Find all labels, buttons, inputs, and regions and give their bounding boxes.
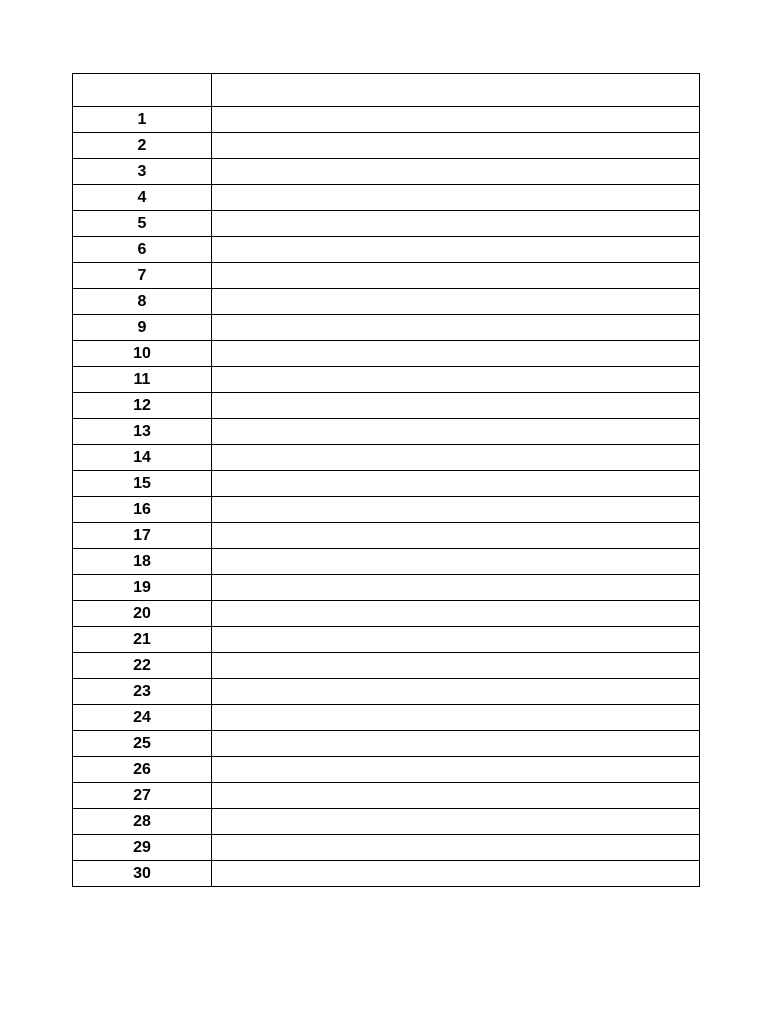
table-row <box>73 419 700 445</box>
row-entry-cell <box>212 211 700 237</box>
table-row <box>73 627 700 653</box>
row-number-cell: 28 <box>73 809 212 835</box>
row-number-cell: 11 <box>73 367 212 393</box>
row-entry-cell <box>212 497 700 523</box>
row-number-cell: 16 <box>73 497 212 523</box>
row-entry-cell <box>212 783 700 809</box>
row-number-cell: 20 <box>73 601 212 627</box>
row-number-cell: 21 <box>73 627 212 653</box>
row-number-cell: 14 <box>73 445 212 471</box>
row-entry-cell <box>212 237 700 263</box>
row-entry-cell <box>212 809 700 835</box>
row-entry-cell <box>212 861 700 887</box>
row-entry-cell <box>212 601 700 627</box>
table-row <box>73 757 700 783</box>
row-entry-cell <box>212 393 700 419</box>
row-entry-cell <box>212 835 700 861</box>
row-entry-cell <box>212 757 700 783</box>
table-row <box>73 445 700 471</box>
table-row <box>73 237 700 263</box>
row-number-cell: 17 <box>73 523 212 549</box>
row-number-cell: 25 <box>73 731 212 757</box>
row-number-cell: 24 <box>73 705 212 731</box>
table-row <box>73 263 700 289</box>
row-entry-cell <box>212 263 700 289</box>
table-row <box>73 809 700 835</box>
table-row <box>73 549 700 575</box>
row-entry-cell <box>212 159 700 185</box>
row-number-cell: 26 <box>73 757 212 783</box>
table-row <box>73 679 700 705</box>
row-number-cell: 4 <box>73 185 212 211</box>
table-row <box>73 185 700 211</box>
table-row <box>73 159 700 185</box>
table-row <box>73 575 700 601</box>
table-row <box>73 705 700 731</box>
numbered-table <box>72 73 700 887</box>
row-entry-cell <box>212 731 700 757</box>
row-entry-cell <box>212 341 700 367</box>
row-number-cell: 9 <box>73 315 212 341</box>
row-entry-cell <box>212 133 700 159</box>
row-number-cell: 12 <box>73 393 212 419</box>
row-number-cell: 2 <box>73 133 212 159</box>
header-cell-entry <box>212 74 700 107</box>
row-number-cell: 8 <box>73 289 212 315</box>
row-entry-cell <box>212 523 700 549</box>
row-entry-cell <box>212 627 700 653</box>
table-row <box>73 471 700 497</box>
table-row <box>73 211 700 237</box>
row-number-cell: 30 <box>73 861 212 887</box>
row-number-cell: 27 <box>73 783 212 809</box>
row-entry-cell <box>212 315 700 341</box>
table-row <box>73 393 700 419</box>
header-cell-number <box>73 74 212 107</box>
table-row <box>73 653 700 679</box>
row-entry-cell <box>212 367 700 393</box>
table-body <box>73 74 700 887</box>
row-number-cell: 15 <box>73 471 212 497</box>
row-entry-cell <box>212 107 700 133</box>
row-number-cell: 6 <box>73 237 212 263</box>
table-row <box>73 315 700 341</box>
row-entry-cell <box>212 471 700 497</box>
table-row <box>73 133 700 159</box>
row-number-cell: 7 <box>73 263 212 289</box>
table-row <box>73 601 700 627</box>
table-row <box>73 523 700 549</box>
row-entry-cell <box>212 653 700 679</box>
row-number-cell: 22 <box>73 653 212 679</box>
row-entry-cell <box>212 679 700 705</box>
table-row <box>73 341 700 367</box>
row-entry-cell <box>212 445 700 471</box>
row-entry-cell <box>212 549 700 575</box>
table-row <box>73 289 700 315</box>
row-entry-cell <box>212 575 700 601</box>
table-row <box>73 783 700 809</box>
table-row <box>73 107 700 133</box>
table-row <box>73 835 700 861</box>
row-number-cell: 29 <box>73 835 212 861</box>
row-entry-cell <box>212 289 700 315</box>
row-number-cell: 13 <box>73 419 212 445</box>
table-row <box>73 861 700 887</box>
row-entry-cell <box>212 185 700 211</box>
table-row <box>73 731 700 757</box>
row-number-cell: 18 <box>73 549 212 575</box>
row-number-cell: 3 <box>73 159 212 185</box>
row-number-cell: 19 <box>73 575 212 601</box>
row-number-cell: 1 <box>73 107 212 133</box>
row-number-cell: 5 <box>73 211 212 237</box>
row-entry-cell <box>212 705 700 731</box>
row-number-cell: 23 <box>73 679 212 705</box>
row-number-cell: 10 <box>73 341 212 367</box>
table-row <box>73 497 700 523</box>
table-row <box>73 367 700 393</box>
table-header-row <box>73 74 700 107</box>
row-entry-cell <box>212 419 700 445</box>
